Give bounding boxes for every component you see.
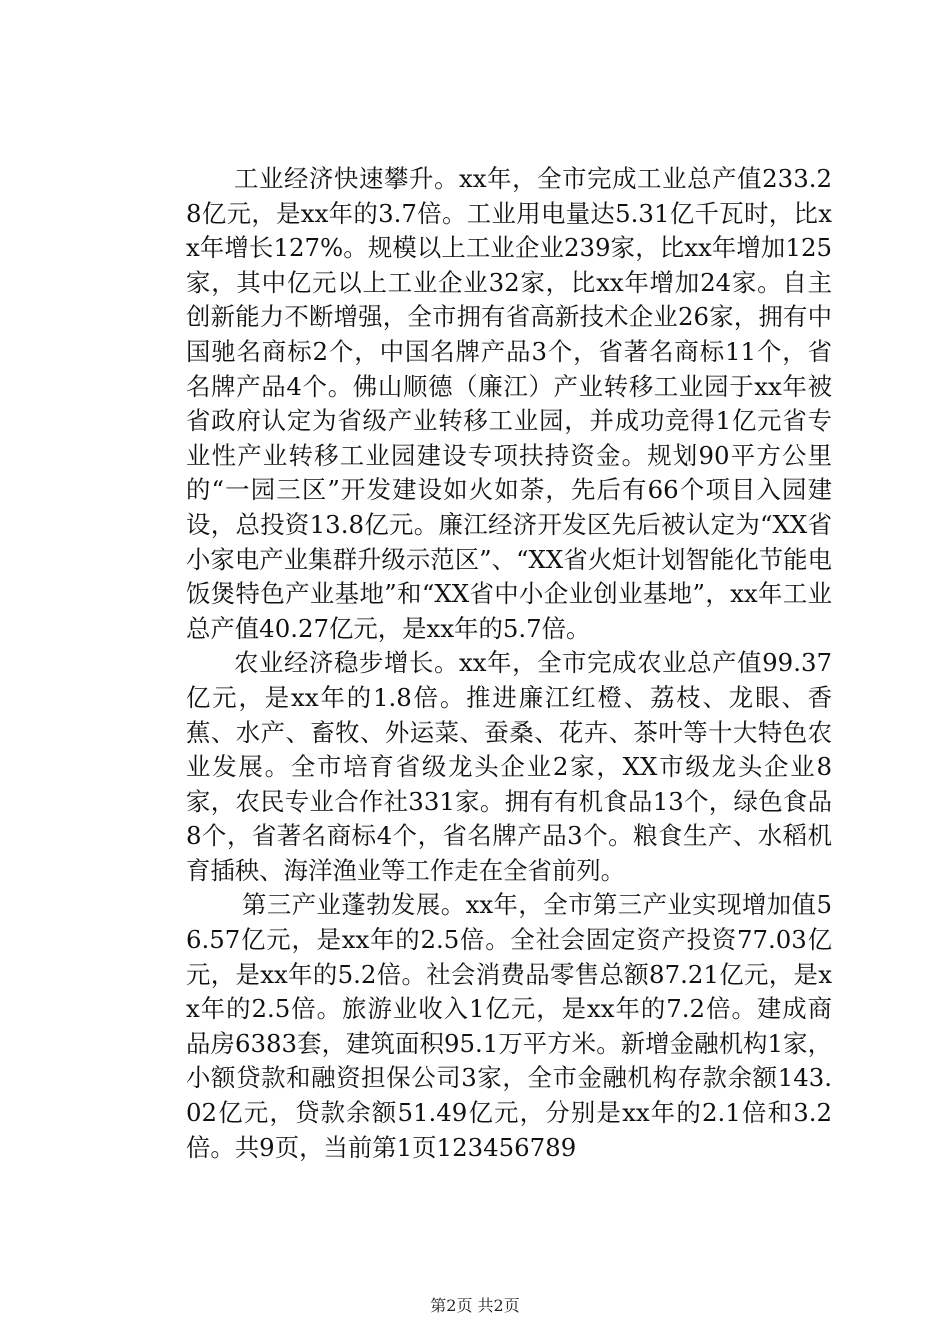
paragraph-industry: 工业经济快速攀升。xx年，全市完成工业总产值233.28亿元，是xx年的3.7倍。工业用电量达5.31亿千瓦时，比xx年增长127%。规模以上工业企业239家，比xx年增加125家，其中亿元以上工业企业32家，比xx年增加24家。自主创新能力不断增强，全市拥有省高新技术企业26家，拥有中国驰名商标2个，中国名牌产品3个，省著名商标11个，省名牌产品4个。佛山顺德（廉江）产业转移工业园于xx年被省政府认定为省级产业转移工业园，并成功竞得1亿元省专业性产业转移工业园建设专项扶持资金。规划90平方公里的“一园三区”开发建设如火如荼，先后有66个项目入园建设，总投资13.8亿元。廉江经济开发区先后被认定为“XX省小家电产业集群升级示范区”、“XX省火炬计划智能化节能电饭煲特色产业基地”和“XX省中小企业创业基地”，xx年工业总产值40.27亿元，是xx年的5.7倍。 xyxy=(186,164,832,643)
document-body xyxy=(186,162,832,1165)
paragraph-tertiary: 第三产业蓬勃发展。xx年，全市第三产业实现增加值56.57亿元，是xx年的2.5倍。全社会固定资产投资77.03亿元，是xx年的5.2倍。社会消费品零售总额87.21亿元，是xx年的2.5倍。旅游业收入1亿元，是xx年的7.2倍。建成商品房6383套，建筑面积95.1万平方米。新增金融机构1家，小额贷款和融资担保公司3家，全市金融机构存款余额143.02亿元，贷款余额51.49亿元，分别是xx年的2.1倍和3.2倍。共9页，当前第1页123456789 xyxy=(186,890,832,1162)
page-footer xyxy=(0,1296,950,1316)
paragraph-agriculture: 农业经济稳步增长。xx年，全市完成农业总产值99.37亿元，是xx年的1.8倍。推进廉江红橙、荔枝、龙眼、香蕉、水产、畜牧、外运菜、蚕桑、花卉、茶叶等十大特色农业发展。全市培育省级龙头企业2家，XX市级龙头企业8家，农民专业合作社331家。拥有有机食品13个，绿色食品8个，省著名商标4个，省名牌产品3个。粮食生产、水稻机育插秧、海洋渔业等工作走在全省前列。 xyxy=(186,648,832,885)
page-number-label: 第2页 共2页 xyxy=(430,1296,520,1315)
